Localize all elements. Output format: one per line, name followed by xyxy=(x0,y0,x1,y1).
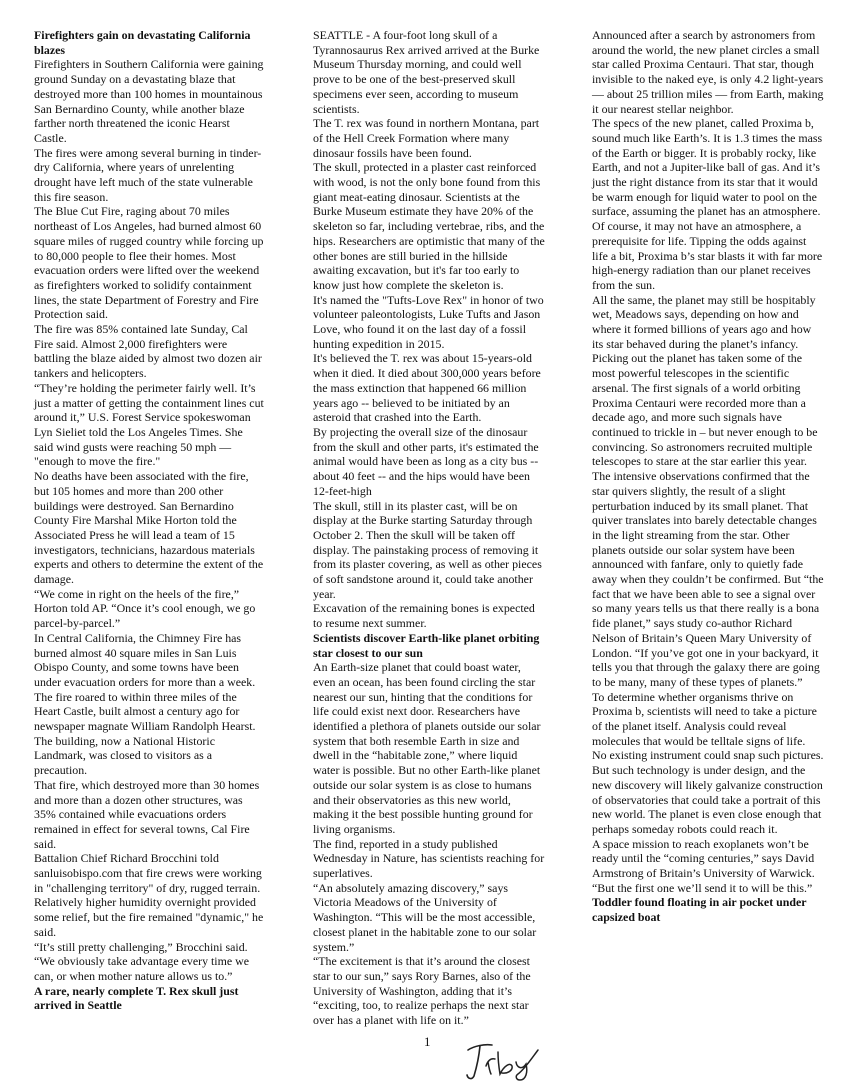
column-left xyxy=(34,28,264,1013)
paragraph: It's believed the T. rex was about 15-years-old when it died. It died about 300,000 years before the mass extinction that happened 66 million years ago -- believed to be initiated by an asteroid that crashed into the Earth. xyxy=(313,351,541,425)
paragraph: “We come in right on the heels of the fire,” Horton told AP. “Once it’s cool enough, we go parcel-by-parcel.” xyxy=(34,586,256,631)
paragraph: SEATTLE - A four-foot long skull of a Tyrannosaurus Rex arrived arrived at the Burke Museum Thursday morning, and could well prove to be one of the best-preserved skull specimens ever seen, according to museum scientists. xyxy=(313,28,540,116)
page-number: 1 xyxy=(424,1034,431,1049)
paragraph: By projecting the overall size of the dinosaur from the skull and other parts, it's estimated the animal would have been as long as a city bus -- about 40 feet -- and the hips would have been 12-feet-high xyxy=(313,424,539,498)
headline-california-fires: Firefighters gain on devastating California blazes xyxy=(34,28,251,57)
paragraph: Of course, it may not have an atmosphere, a prerequisite for life. Tipping the odds against life a bit, Proxima b’s star blasts it with far more high-energy radiation than our planet receives from the sun. xyxy=(592,219,823,292)
paragraph: An Earth-size planet that could boast water, even an ocean, has been found circling the star nearest our sun, hinting that the conditions for life could exist next door. Researchers have identified a plethora of planets outside our solar system that both resemble Earth in size and dwell in the “habitable zone,” where liquid water is possible. But no other Earth-like planet outside our solar system is as close to humans and their observatories as this new world, making it the best possible hunting ground for living organisms. xyxy=(313,660,541,836)
paragraph: The skull, protected in a plaster cast reinforced with wood, is not the only bone found from this giant meat-eating dinosaur. Scientists at the Burke Museum estimate they have 20% of the skeleton so far, including vertebrae, ribs, and the hips. Researchers are optimistic that many of the other bones are still buried in the hillside awaiting excavation, but it's far too early to know just how complete the skeleton is. xyxy=(313,160,545,292)
paragraph: The intensive observations confirmed that the star quivers slightly, the result of a slight perturbation induced by its small planet. That quiver translates into barely detectable changes in the light streaming from the star. Other planets outside our solar system have been announced with fanfare, only to quietly fade away when they couldn’t be confirmed. But “the fact that we have been able to see a signal over so many years tells us that there really is a bona fide planet,” says study co-author Richard Nelson of Britain’s Queen Mary University of London. “If you’ve got one in your backyard, it tells you that through the galaxy there are going to be many, many of these types of planets.” xyxy=(592,469,824,689)
paragraph: No existing instrument could snap such pictures. But such technology is under design, and the new discovery will likely galvanize construction of observatories that could take a portrait of this new world. The planet is even close enough that perhaps someday robots could reach it. xyxy=(592,748,824,836)
handwritten-signature xyxy=(462,1036,542,1082)
paragraph: The skull, still in its plaster cast, will be on display at the Burke starting Saturday through October 2. Then the skull will be taken off display. The painstaking process of removing it from its plaster covering, as well as other pieces of soft sandstone around it, could take another year. xyxy=(313,498,542,601)
paragraph: A space mission to reach exoplanets won’t be ready until the “coming centuries,” says David Armstrong of Britain’s University of Warwick. “But the first one we’ll send it to will be this.” xyxy=(592,836,815,895)
paragraph: “They’re holding the perimeter fairly well. It’s just a matter of getting the containment lines cut around it,” U.S. Forest Service spokeswoman Lyn Sieliet told the Los Angeles Times. She said wind gusts were reaching 50 mph — "enough to move the fire." xyxy=(34,380,264,469)
paragraph: It's named the "Tufts-Love Rex" in honor of two volunteer paleontologists, Luke Tufts and Jason Love, who found it on the last day of a fossil hunting expedition in 2015. xyxy=(313,292,544,351)
paragraph: The T. rex was found in northern Montana, part of the Hell Creek Formation where many dinosaur fossils have been found. xyxy=(313,116,540,160)
paragraph: Announced after a search by astronomers from around the world, the new planet circles a small star called Proxima Centauri. That star, though invisible to the naked eye, is only 4.2 light-years — about 25 trillion miles — from Earth, making it our nearest stellar neighbor. xyxy=(592,28,824,116)
paragraph: To determine whether organisms thrive on Proxima b, scientists will need to take a picture of the planet itself. Analysis could reveal molecules that would be telltale signs of life. xyxy=(592,689,817,748)
headline-toddler-boat: Toddler found floating in air pocket under capsized boat xyxy=(592,895,807,925)
paragraph: The Blue Cut Fire, raging about 70 miles northeast of Los Angeles, had burned almost 60 square miles of rugged country while forcing up to 80,000 people to flee their homes. Most evacuation orders were lifted over the weekend as firefighters worked to solidify containment lines, the state Department of Forestry and Fire Protection said. xyxy=(34,204,264,322)
column-right xyxy=(592,28,824,925)
paragraph: In Central California, the Chimney Fire has burned almost 40 square miles in San Luis Obispo County, and some towns have been under evacuation orders for more than a week. The fire roared to within three miles of the Heart Castle, built almost a century ago for newspaper magnate William Randolph Hearst. The building, now a National Historic Landmark, was closed to visitors as a precaution. xyxy=(34,630,256,778)
paragraph: Excavation of the remaining bones is expected to resume next summer. xyxy=(313,601,535,631)
paragraph: That fire, which destroyed more than 30 homes and more than a dozen other structures, was 35% contained while evacuations orders remained in effect for several towns, Cal Fire said. xyxy=(34,777,260,851)
headline-trex-skull: A rare, nearly complete T. Rex skull just arrived in Seattle xyxy=(34,983,239,1013)
paragraph: Firefighters in Southern California were gaining ground Sunday on a devastating blaze that destroyed more than 100 homes in mountainous San Bernardino County, while another blaze farther north threatened the iconic Hearst Castle. xyxy=(34,57,264,145)
paragraph: The specs of the new planet, called Proxima b, sound much like Earth’s. It is 1.3 times the mass of the Earth or bigger. It is probably rocky, like Earth, and not a Jupiter-like ball of gas. And it’s just the right distance from its star that it would be warm enough for liquid water to pool on the surface, assuming the planet has an atmosphere. xyxy=(592,116,823,219)
paragraph: Picking out the planet has taken some of the most powerful telescopes in the scientific arsenal. The first signals of a world orbiting Proxima Centauri were recorded more than a decade ago, and more such signals have continued to trickle in – but never enough to be convincing. So astronomers recruited multiple telescopes to stare at the star earlier this year. xyxy=(592,351,818,469)
paragraph: The fire was 85% contained late Sunday, Cal Fire said. Almost 2,000 firefighters were battling the blaze aided by almost two dozen air tankers and helicopters. xyxy=(34,322,262,381)
paragraph: All the same, the planet may still be hospitably wet, Meadows says, depending on how and where it formed billions of years ago and how its star behaved during the planet’s infancy. xyxy=(592,292,816,351)
paragraph: “It’s still pretty challenging,” Brocchini said. “We obviously take advantage every time we can, or when mother nature allows us to.” xyxy=(34,939,249,983)
paragraph: The find, reported in a study published Wednesday in Nature, has scientists reaching for superlatives. xyxy=(313,836,545,881)
paragraph: “An absolutely amazing discovery,” says Victoria Meadows of the University of Washington. “This will be the most accessible, closest planet in the habitable zone to our solar system.” xyxy=(313,880,537,954)
headline-earth-like-planet: Scientists discover Earth-like planet orbiting star closest to our sun xyxy=(313,630,540,660)
paragraph: Battalion Chief Richard Brocchini told sanluisobispo.com that fire crews were working in "challenging territory" of dry, rugged terrain. Relatively higher humidity overnight provided some relief, but the fire remained "dynamic," he said. xyxy=(34,851,264,939)
column-middle xyxy=(313,28,545,1028)
paragraph: “The excitement is that it’s around the closest star to our sun,” says Rory Barnes, also of the University of Washington, adding that it’s “exciting, too, to realize perhaps the next star over has a planet with life on it.” xyxy=(313,954,531,1028)
paragraph: No deaths have been associated with the fire, but 105 homes and more than 200 other buildings were destroyed. San Bernardino County Fire Marshal Mike Horton told the Associated Press he will lead a team of 15 investigators, technicians, hazardous materials experts and others to determine the extent of the damage. xyxy=(34,469,264,587)
paragraph: The fires were among several burning in tinder-dry California, where years of unrelenting drought have left much of the state vulnerable this fire season. xyxy=(34,145,262,204)
